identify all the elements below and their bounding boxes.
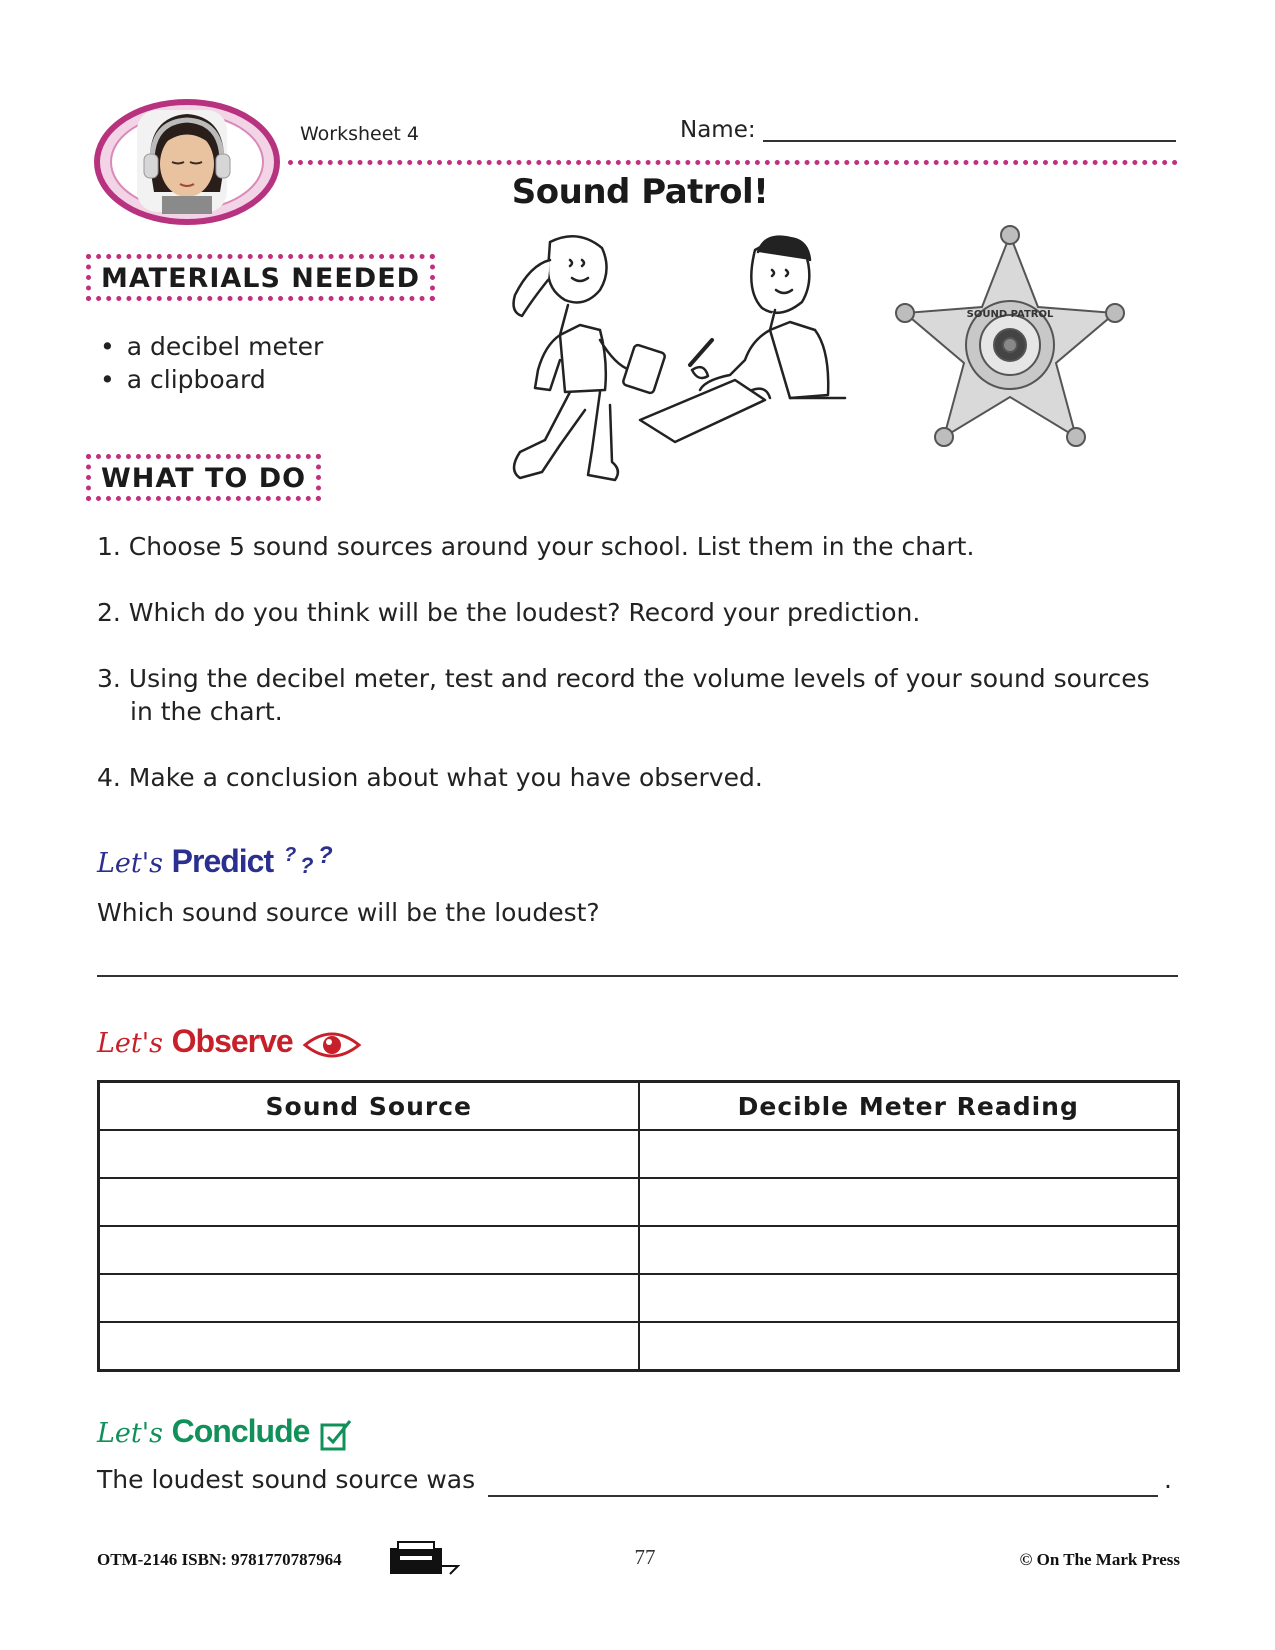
footer-copyright: © On The Mark Press — [1019, 1550, 1180, 1569]
prediction-answer-line[interactable] — [97, 975, 1178, 977]
table-cell[interactable] — [639, 1322, 1179, 1371]
column-header-decibel-reading: Decible Meter Reading — [639, 1082, 1179, 1131]
conclude-word: Conclude — [171, 1413, 310, 1449]
sound-patrol-badge-icon — [890, 225, 1130, 455]
header-divider — [288, 160, 1178, 165]
table-row — [99, 1226, 1179, 1274]
materials-list — [100, 330, 323, 396]
table-row — [99, 1178, 1179, 1226]
name-label: Name: — [680, 117, 756, 143]
svg-text:?: ? — [317, 843, 333, 869]
steps-list — [97, 530, 1177, 827]
svg-text:?: ? — [299, 853, 314, 878]
predict-word: Predict — [171, 843, 274, 879]
predict-heading — [97, 843, 338, 880]
list-item: 1. Choose 5 sound sources around your school. List them in the chart. — [97, 532, 975, 561]
footer-isbn: OTM-2146 ISBN: 9781770787964 — [97, 1550, 342, 1569]
table-header-row — [99, 1082, 1179, 1131]
predict-question: Which sound source will be the loudest? — [97, 898, 600, 927]
table-cell[interactable] — [99, 1178, 639, 1226]
conclude-period: . — [1164, 1465, 1172, 1494]
checklist-icon — [318, 1417, 354, 1453]
kids-illustration — [490, 230, 890, 510]
conclude-heading — [97, 1413, 354, 1453]
svg-text:?: ? — [283, 844, 296, 866]
table-cell[interactable] — [99, 1130, 639, 1178]
column-header-sound-source: Sound Source — [99, 1082, 639, 1131]
conclusion-answer-line[interactable] — [488, 1495, 1158, 1497]
list-item: 2. Which do you think will be the loudest? Record your prediction. — [97, 598, 921, 627]
eye-icon — [301, 1029, 363, 1061]
materials-heading: MATERIALS NEEDED — [86, 254, 435, 301]
table-cell[interactable] — [99, 1226, 639, 1274]
predict-lets: Let's — [97, 848, 164, 879]
page-title: Sound Patrol! — [511, 172, 769, 212]
table-row — [99, 1322, 1179, 1371]
table-cell[interactable] — [99, 1274, 639, 1322]
name-field[interactable] — [763, 140, 1176, 142]
printer-icon — [388, 1540, 460, 1578]
table-cell[interactable] — [639, 1130, 1179, 1178]
badge-text: SOUND PATROL — [966, 309, 1054, 320]
conclude-lets: Let's — [97, 1418, 164, 1449]
table-row — [99, 1130, 1179, 1178]
table-cell[interactable] — [99, 1322, 639, 1371]
observation-table — [97, 1080, 1180, 1372]
table-cell[interactable] — [639, 1274, 1179, 1322]
list-item: 4. Make a conclusion about what you have observed. — [97, 763, 763, 792]
observe-heading — [97, 1023, 363, 1061]
list-item: 3. Using the decibel meter, test and record the volume levels of your sound sources in the chart. — [97, 664, 1150, 726]
list-item: • a decibel meter — [100, 330, 323, 363]
table-cell[interactable] — [639, 1226, 1179, 1274]
observe-word: Observe — [171, 1023, 293, 1059]
observe-lets: Let's — [97, 1028, 164, 1059]
list-item: • a clipboard — [100, 363, 323, 396]
header-logo-image — [92, 92, 282, 232]
table-row — [99, 1274, 1179, 1322]
table-cell[interactable] — [639, 1178, 1179, 1226]
conclude-sentence: The loudest sound source was — [97, 1465, 476, 1494]
question-marks-icon — [282, 843, 338, 879]
page-number: 77 — [634, 1545, 656, 1569]
worksheet-label: Worksheet 4 — [300, 123, 420, 145]
what-to-do-heading: WHAT TO DO — [86, 454, 321, 501]
